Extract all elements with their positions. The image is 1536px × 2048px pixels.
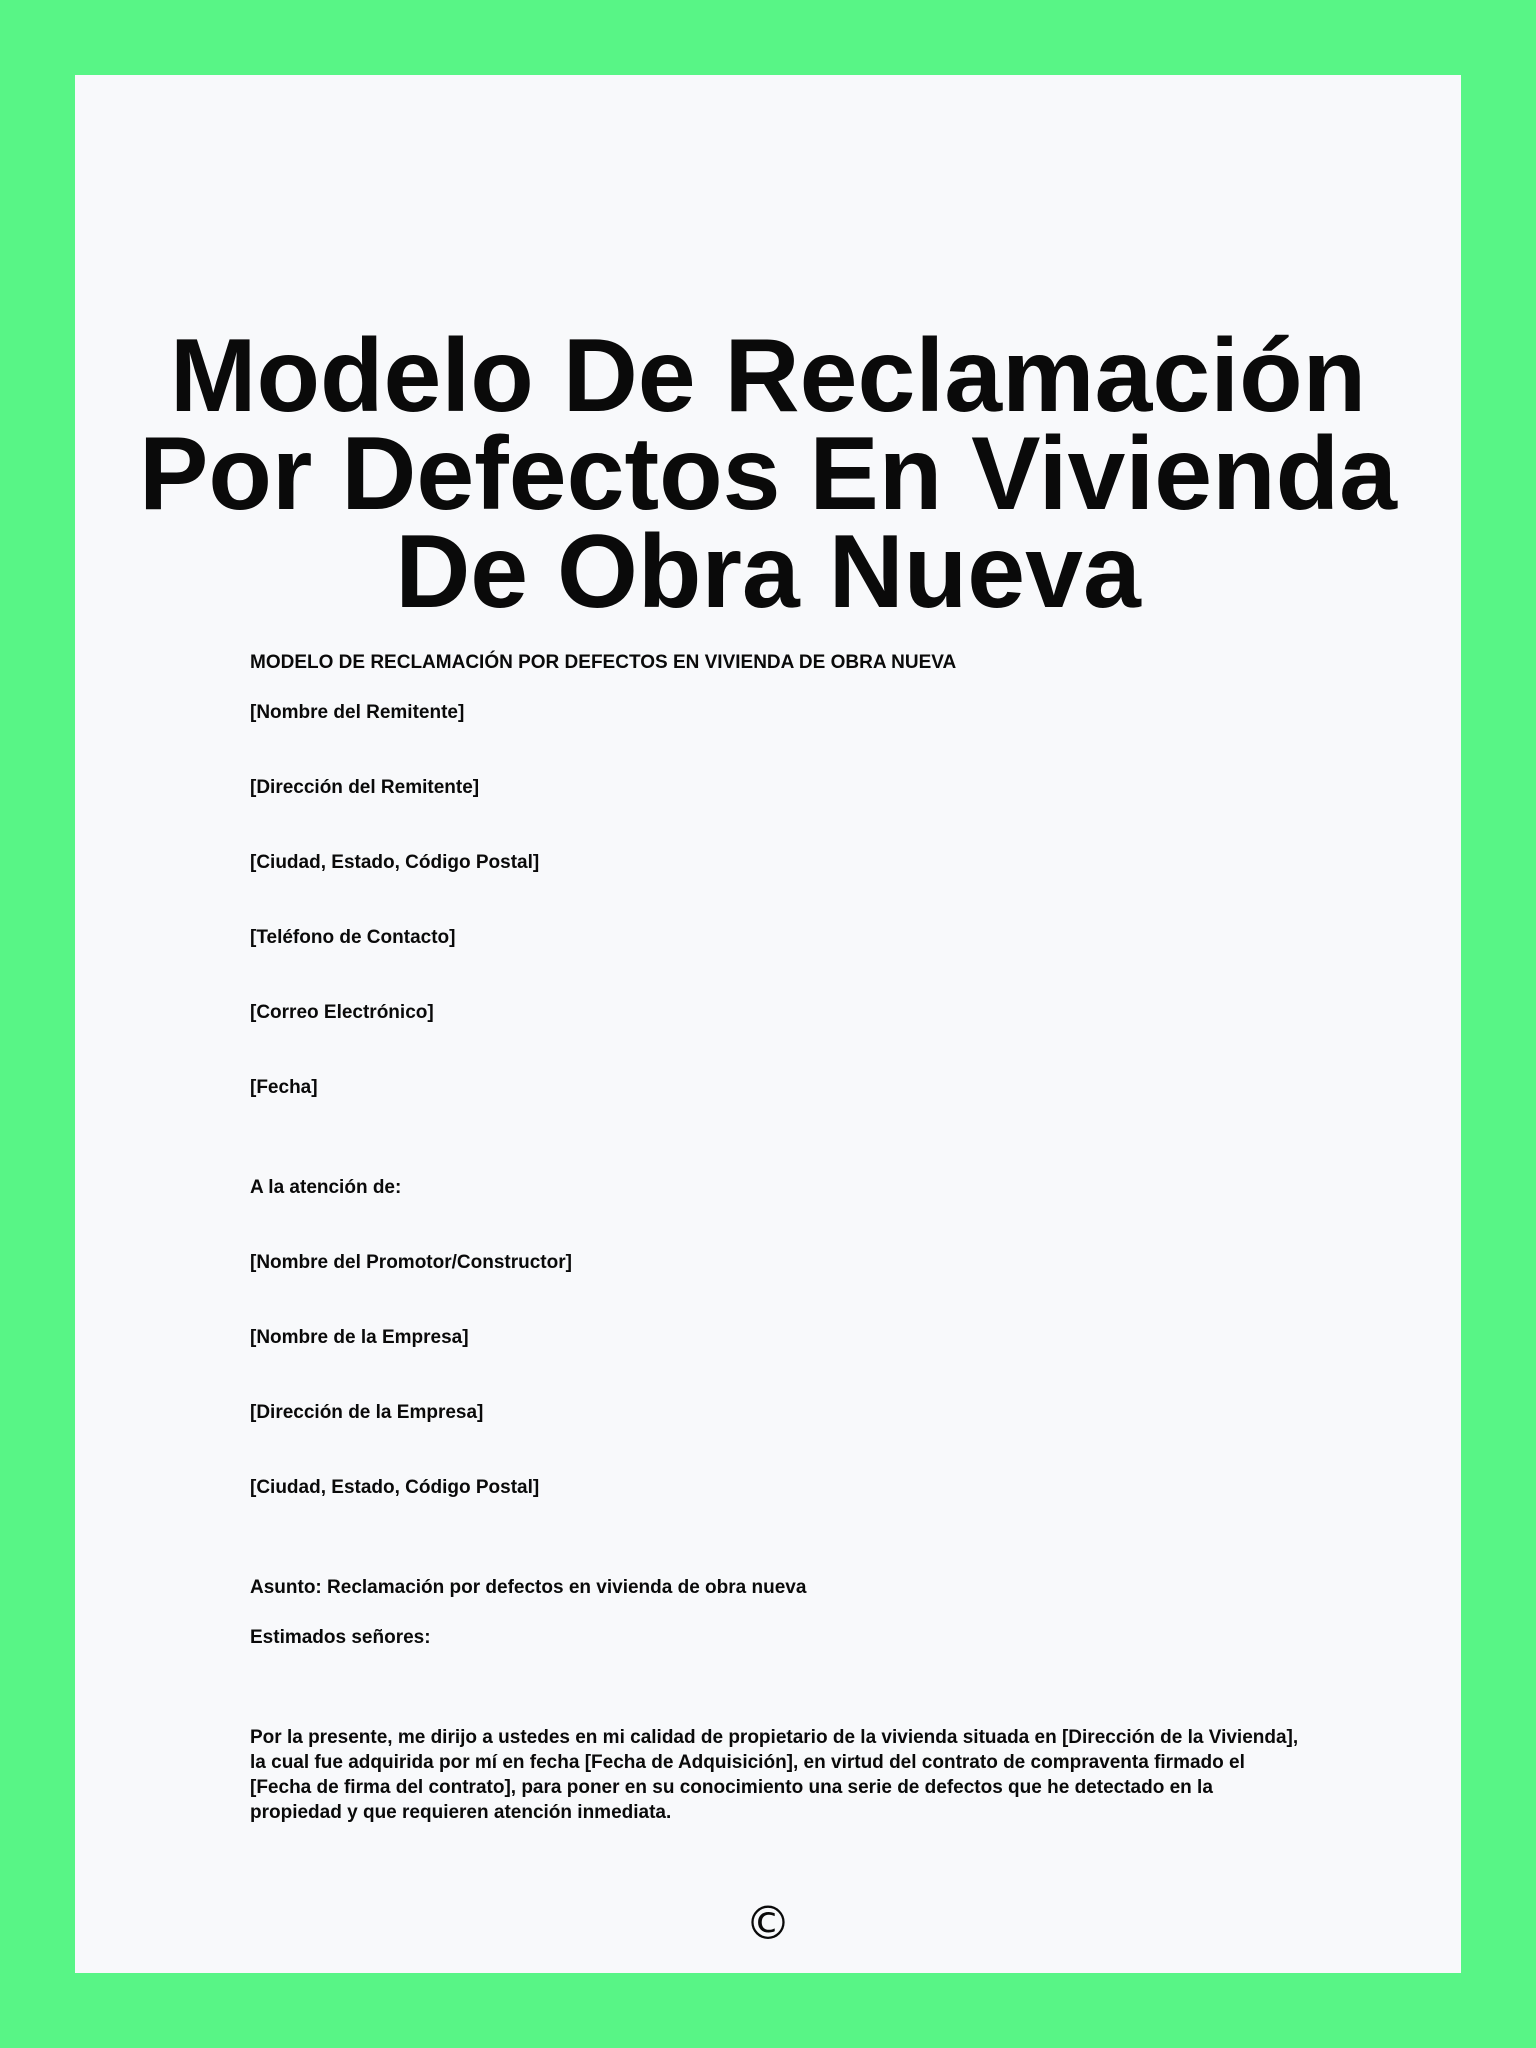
document-heading: MODELO DE RECLAMACIÓN POR DEFECTOS EN VIVIENDA DE OBRA NUEVA — [250, 652, 957, 673]
page-title: Modelo De Reclamación Por Defectos En Vivienda De Obra Nueva — [138, 318, 1398, 630]
sender-name: [Nombre del Remitente] — [250, 702, 465, 723]
recipient-address: [Dirección de la Empresa] — [250, 1402, 484, 1423]
sender-address: [Dirección del Remitente] — [250, 777, 480, 798]
sender-email: [Correo Electrónico] — [250, 1002, 434, 1023]
sender-city: [Ciudad, Estado, Código Postal] — [250, 852, 540, 873]
attention-label: A la atención de: — [250, 1177, 402, 1198]
sender-date: [Fecha] — [250, 1077, 318, 1098]
greeting: Estimados señores: — [250, 1627, 431, 1648]
document-page — [75, 75, 1461, 1973]
subject-line: Asunto: Reclamación por defectos en vivienda de obra nueva — [250, 1577, 807, 1598]
recipient-company: [Nombre de la Empresa] — [250, 1327, 469, 1348]
sender-phone: [Teléfono de Contacto] — [250, 927, 456, 948]
recipient-city: [Ciudad, Estado, Código Postal] — [250, 1477, 540, 1498]
body-paragraph: Por la presente, me dirijo a ustedes en mi calidad de propietario de la vivienda situada en [Dirección de la Vivienda], la cual fue adquirida por mí en fecha [Fecha de Adquisición], en virtud del contrato de compraventa firmado el [Fecha de firma del contrato], para poner en su conocimiento una serie de defectos que he detectado en la propiedad y que requieren atención inmediata. — [250, 1727, 1299, 1823]
copyright-icon: © — [745, 1896, 791, 1950]
recipient-name: [Nombre del Promotor/Constructor] — [250, 1252, 572, 1273]
